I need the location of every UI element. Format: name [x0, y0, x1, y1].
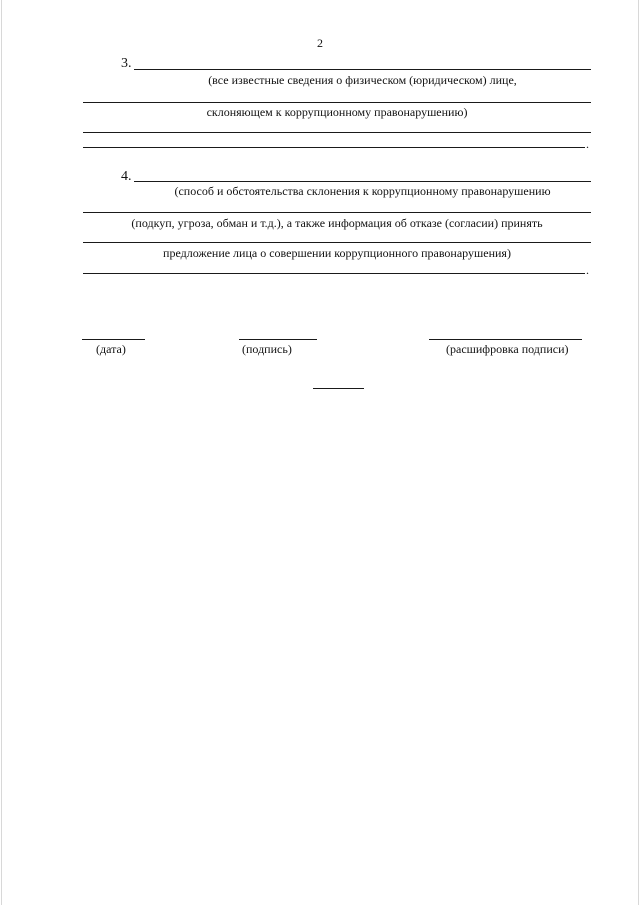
signature-label: (подпись): [242, 342, 292, 356]
section-4-fill-line-2[interactable]: [83, 212, 591, 213]
signature-line[interactable]: [239, 339, 317, 340]
section-3-fill-line-4[interactable]: [83, 147, 585, 148]
section-3-fill-line-3[interactable]: [83, 132, 591, 133]
decryption-label: (расшифровка подписи): [446, 342, 569, 356]
section-4-fill-line-3[interactable]: [83, 242, 591, 243]
section-4-number: 4.: [121, 169, 132, 184]
decryption-line[interactable]: [429, 339, 582, 340]
section-3-fill-line-2[interactable]: [83, 102, 591, 103]
scan-edge-right: [638, 0, 639, 905]
section-4-end-mark: .: [586, 263, 589, 277]
section-4-fill-line-4[interactable]: [83, 273, 585, 274]
section-4-caption-2: (подкуп, угроза, обман и т.д.), а также информация об отказе (согласии) принять: [131, 216, 543, 230]
section-3-caption-1: (все известные сведения о физическом (юридическом) лице,: [208, 73, 517, 87]
section-4-caption-3: предложение лица о совершении коррупционного правонарушения): [163, 246, 511, 260]
date-label: (дата): [96, 342, 126, 356]
section-4-fill-line-1[interactable]: [134, 181, 591, 182]
end-of-document-rule: [313, 388, 364, 389]
date-line[interactable]: [82, 339, 145, 340]
page-number: 2: [317, 36, 323, 50]
scan-edge-left: [1, 0, 2, 905]
section-3-end-mark: .: [586, 137, 589, 151]
section-3-number: 3.: [121, 56, 132, 71]
section-3-fill-line-1[interactable]: [134, 69, 591, 70]
section-3-caption-2: склоняющем к коррупционному правонарушению): [206, 105, 468, 119]
section-4-caption-1: (способ и обстоятельства склонения к коррупционному правонарушению: [174, 184, 551, 198]
